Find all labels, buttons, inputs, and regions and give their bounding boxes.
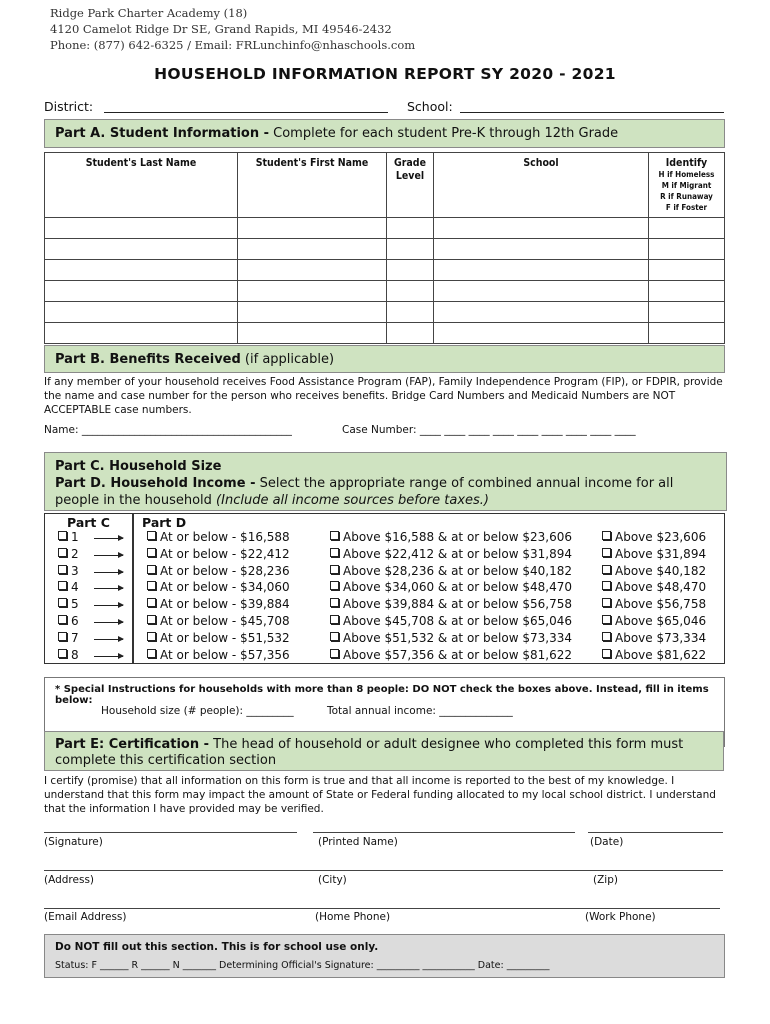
checkbox[interactable] (58, 632, 67, 641)
grade-cell[interactable] (387, 239, 434, 260)
part-a-header (44, 119, 725, 148)
special-instructions: * Special Instructions for households with more than 8 people: DO NOT check the boxes above. Instead, fill in items below: (55, 684, 709, 706)
income-option-mid-label: Above $28,236 & at or below $40,182 (343, 563, 572, 578)
income-option-low-label: At or below - $45,708 (160, 614, 290, 628)
income-option-low[interactable] (147, 614, 290, 631)
checkbox[interactable] (602, 548, 611, 557)
household-size-option[interactable] (58, 631, 79, 648)
part-d-title: Part D. Household Income - (55, 476, 256, 491)
identify-cell[interactable] (649, 323, 725, 344)
school-label: School: (407, 99, 453, 114)
income-option-low[interactable] (147, 580, 290, 597)
income-option-low[interactable] (147, 530, 290, 547)
income-option-mid[interactable] (330, 530, 572, 547)
household-size-option[interactable] (58, 648, 79, 665)
checkbox[interactable] (147, 548, 156, 557)
signature-caption: (Signature) (44, 836, 103, 848)
grade-cell[interactable] (387, 218, 434, 239)
printed-name-caption: (Printed Name) (318, 836, 398, 848)
household-size-option-label: 6 (71, 614, 79, 628)
part-b-header (44, 345, 725, 373)
checkbox[interactable] (330, 548, 339, 557)
checkbox[interactable] (602, 649, 611, 658)
arrow-right-icon (94, 538, 123, 539)
income-option-mid[interactable] (330, 631, 572, 648)
checkbox[interactable] (330, 581, 339, 590)
checkbox[interactable] (330, 649, 339, 658)
income-option-low-label: At or below - $57,356 (160, 647, 290, 662)
checkbox[interactable] (58, 548, 67, 557)
home-phone-caption: (Home Phone) (315, 911, 391, 923)
income-option-high[interactable] (602, 597, 706, 614)
checkbox[interactable] (602, 615, 611, 624)
arrow-right-icon (94, 555, 123, 556)
income-option-low[interactable] (147, 597, 290, 614)
income-option-low-label: At or below - $16,588 (160, 530, 290, 544)
income-option-high[interactable] (602, 564, 706, 581)
identify-foster: F if Foster (665, 203, 708, 212)
checkbox[interactable] (58, 649, 67, 658)
table-row (45, 260, 725, 281)
address-line[interactable] (44, 870, 723, 871)
student-table (44, 152, 725, 344)
district-field[interactable] (104, 112, 388, 113)
col-grade-level (387, 153, 434, 218)
table-row (45, 323, 725, 344)
income-option-mid-label: Above $22,412 & at or below $31,894 (343, 546, 572, 561)
school-cell[interactable] (434, 260, 649, 281)
last-name-cell[interactable] (45, 260, 238, 281)
part-b-instructions: If any member of your household receives Food Assistance Program (FAP), Family Independence Program (FIP), or FDPIR, provide the name and case number for the person who receives benefits. Bridge Card Numbers and Medicaid Numbers are NOT ACCEPTABLE case numbers. (44, 376, 723, 416)
grade-cell[interactable] (387, 260, 434, 281)
checkbox[interactable] (602, 598, 611, 607)
household-size-option[interactable] (58, 597, 79, 614)
email-line[interactable] (44, 908, 720, 909)
district-label: District: (44, 99, 94, 114)
certification-text: I certify (promise) that all information on this form is true and that all income is reported to the best of my knowledge. I understand that this form may impact the amount of State or Federal funding allocated to my local school district. I understand that the information I have provided may be verified. (44, 775, 716, 815)
signature-line[interactable] (44, 832, 297, 833)
table-row (45, 218, 725, 239)
school-name: Ridge Park Charter Academy (18) (50, 6, 248, 20)
identify-runaway: R if Runaway (660, 192, 713, 201)
part-d-column-label: Part D (142, 515, 187, 530)
case-number-field[interactable]: Case Number: ____ ____ ____ ____ ____ ____ ____ ____ ____ (342, 424, 636, 436)
checkbox[interactable] (602, 565, 611, 574)
first-name-cell[interactable] (238, 239, 387, 260)
part-c-title: Part C. Household Size (55, 459, 222, 474)
checkbox[interactable] (58, 531, 67, 540)
income-option-low[interactable] (147, 648, 290, 665)
checkbox[interactable] (147, 565, 156, 574)
identify-homeless: H if Homeless (658, 170, 715, 179)
income-option-high-label: Above $81,622 (615, 647, 707, 662)
income-option-low[interactable] (147, 564, 290, 581)
household-size-option-label: 8 (71, 647, 79, 662)
household-size-option-label: 1 (71, 530, 79, 544)
part-e-text: The head of household or adult designee who completed this form must complete this certification section (55, 737, 684, 768)
grade-cell[interactable] (387, 281, 434, 302)
school-cell[interactable] (434, 302, 649, 323)
income-option-high-label: Above $73,334 (615, 630, 707, 645)
income-option-mid-label: Above $45,708 & at or below $65,046 (343, 614, 572, 628)
income-option-low-label: At or below - $28,236 (160, 563, 290, 578)
table-row (45, 281, 725, 302)
last-name-cell[interactable] (45, 302, 238, 323)
col-identify-label: Identify (665, 157, 708, 169)
part-cd-header (44, 452, 727, 511)
income-option-high[interactable] (602, 614, 706, 631)
part-e-header (44, 731, 724, 771)
income-option-high[interactable] (602, 648, 706, 665)
arrow-right-icon (94, 605, 123, 606)
last-name-cell[interactable] (45, 218, 238, 239)
school-field[interactable] (460, 112, 724, 113)
identify-migrant: M if Migrant (661, 181, 712, 190)
income-option-low-label: At or below - $34,060 (160, 580, 290, 595)
income-option-low-label: At or below - $22,412 (160, 546, 290, 561)
first-name-cell[interactable] (238, 260, 387, 281)
income-option-mid[interactable] (330, 580, 572, 597)
email-caption: (Email Address) (44, 911, 127, 923)
part-e-title: Part E: Certification - (55, 737, 210, 752)
arrow-right-icon (94, 656, 123, 657)
income-option-mid[interactable] (330, 564, 572, 581)
checkbox[interactable] (58, 615, 67, 624)
school-cell[interactable] (434, 323, 649, 344)
student-table-header (45, 153, 725, 218)
school-contact: Phone: (877) 642-6325 / Email: FRLunchinfo@nhaschools.com (50, 38, 416, 52)
checkbox[interactable] (330, 615, 339, 624)
school-use-box (44, 934, 725, 978)
part-a-title: Part A. Student Information - (55, 126, 270, 141)
checkbox[interactable] (602, 531, 611, 540)
checkbox[interactable] (602, 581, 611, 590)
part-d-text: Select the appropriate range of combined annual income for all people in the household (55, 476, 674, 508)
income-option-mid[interactable] (330, 614, 572, 631)
household-size-option[interactable] (58, 547, 79, 564)
identify-cell[interactable] (649, 281, 725, 302)
col-grade-level-label: Grade Level (394, 157, 426, 182)
school-cell[interactable] (434, 281, 649, 302)
benefit-name-field[interactable]: Name: ________________________________________ (44, 424, 292, 436)
income-option-high[interactable] (602, 580, 706, 597)
household-size-option-label: 7 (71, 630, 79, 645)
total-income-field[interactable]: Total annual income: ______________ (327, 705, 513, 717)
part-c-column-label: Part C (67, 515, 110, 530)
table-row (45, 239, 725, 260)
income-option-mid-label: Above $39,884 & at or below $56,758 (343, 597, 572, 612)
income-option-low[interactable] (147, 631, 290, 648)
checkbox[interactable] (58, 581, 67, 590)
first-name-cell[interactable] (238, 323, 387, 344)
checkbox[interactable] (147, 615, 156, 624)
household-size-option-label: 4 (71, 580, 79, 595)
income-option-mid-label: Above $16,588 & at or below $23,606 (343, 530, 572, 544)
income-option-high-label: Above $56,758 (615, 597, 707, 612)
income-option-mid[interactable] (330, 648, 572, 665)
school-address: 4120 Camelot Ridge Dr SE, Grand Rapids, MI 49546-2432 (50, 22, 392, 36)
col-identify (649, 153, 725, 218)
income-option-high-label: Above $23,606 (615, 530, 707, 544)
income-option-mid-label: Above $34,060 & at or below $48,470 (343, 580, 572, 595)
arrow-right-icon (94, 588, 123, 589)
last-name-cell[interactable] (45, 239, 238, 260)
income-option-high-label: Above $31,894 (615, 546, 707, 561)
table-row (45, 302, 725, 323)
school-cell[interactable] (434, 218, 649, 239)
checkbox[interactable] (330, 565, 339, 574)
checkbox[interactable] (602, 632, 611, 641)
checkbox[interactable] (330, 632, 339, 641)
first-name-cell[interactable] (238, 218, 387, 239)
grade-cell[interactable] (387, 302, 434, 323)
checkbox[interactable] (58, 598, 67, 607)
first-name-cell[interactable] (238, 281, 387, 302)
income-option-mid[interactable] (330, 547, 572, 564)
part-b-title: Part B. Benefits Received (55, 352, 241, 367)
date-line[interactable] (588, 832, 723, 833)
printed-name-line[interactable] (313, 832, 575, 833)
income-option-low-label: At or below - $51,532 (160, 630, 290, 645)
date-caption: (Date) (590, 836, 624, 848)
city-caption: (City) (318, 874, 347, 886)
grade-cell[interactable] (387, 323, 434, 344)
work-phone-caption: (Work Phone) (585, 911, 656, 923)
income-option-mid[interactable] (330, 597, 572, 614)
income-option-high[interactable] (602, 530, 706, 547)
income-option-high-label: Above $65,046 (615, 614, 707, 628)
arrow-right-icon (94, 639, 123, 640)
part-b-subtitle: (if applicable) (240, 352, 335, 367)
last-name-cell[interactable] (45, 281, 238, 302)
household-size-option[interactable] (58, 580, 79, 597)
household-size-option[interactable] (58, 530, 79, 547)
income-option-high[interactable] (602, 631, 706, 648)
income-option-mid-label: Above $51,532 & at or below $73,334 (343, 630, 572, 645)
part-d-note: (Include all income sources before taxes.) (216, 493, 489, 508)
last-name-cell[interactable] (45, 323, 238, 344)
income-option-low-label: At or below - $39,884 (160, 597, 290, 612)
arrow-right-icon (94, 572, 123, 573)
checkbox[interactable] (147, 581, 156, 590)
household-size-field[interactable]: Household size (# people): _________ (101, 705, 294, 717)
zip-caption: (Zip) (593, 874, 618, 886)
first-name-cell[interactable] (238, 302, 387, 323)
address-caption: (Address) (44, 874, 95, 886)
income-option-low[interactable] (147, 547, 290, 564)
checkbox[interactable] (147, 598, 156, 607)
income-option-high-label: Above $48,470 (615, 580, 707, 595)
household-size-option-label: 3 (71, 563, 79, 578)
part-a-subtitle: Complete for each student Pre-K through 12th Grade (269, 126, 619, 141)
identify-cell[interactable] (649, 260, 725, 281)
identify-cell[interactable] (649, 218, 725, 239)
arrow-right-icon (94, 622, 123, 623)
checkbox[interactable] (330, 598, 339, 607)
checkbox[interactable] (147, 649, 156, 658)
identify-cell[interactable] (649, 239, 725, 260)
col-first-name: Student's First Name (238, 153, 387, 218)
household-size-option-label: 2 (71, 546, 79, 561)
household-size-option[interactable] (58, 614, 79, 631)
checkbox[interactable] (58, 565, 67, 574)
school-use-status: Status: F ______ R ______ N _______ Determining Official's Signature: _________ ___________ Date: _________ (55, 960, 550, 971)
household-size-option[interactable] (58, 564, 79, 581)
household-size-option-label: 5 (71, 597, 79, 612)
income-option-high[interactable] (602, 547, 706, 564)
col-school: School (434, 153, 649, 218)
checkbox[interactable] (330, 531, 339, 540)
school-cell[interactable] (434, 239, 649, 260)
school-use-heading: Do NOT fill out this section. This is for school use only. (55, 941, 379, 953)
income-option-mid-label: Above $57,356 & at or below $81,622 (343, 647, 572, 662)
income-option-high-label: Above $40,182 (615, 563, 707, 578)
checkbox[interactable] (147, 531, 156, 540)
page-title: HOUSEHOLD INFORMATION REPORT SY 2020 - 2021 (154, 65, 616, 83)
checkbox[interactable] (147, 632, 156, 641)
identify-cell[interactable] (649, 302, 725, 323)
col-last-name: Student's Last Name (45, 153, 238, 218)
